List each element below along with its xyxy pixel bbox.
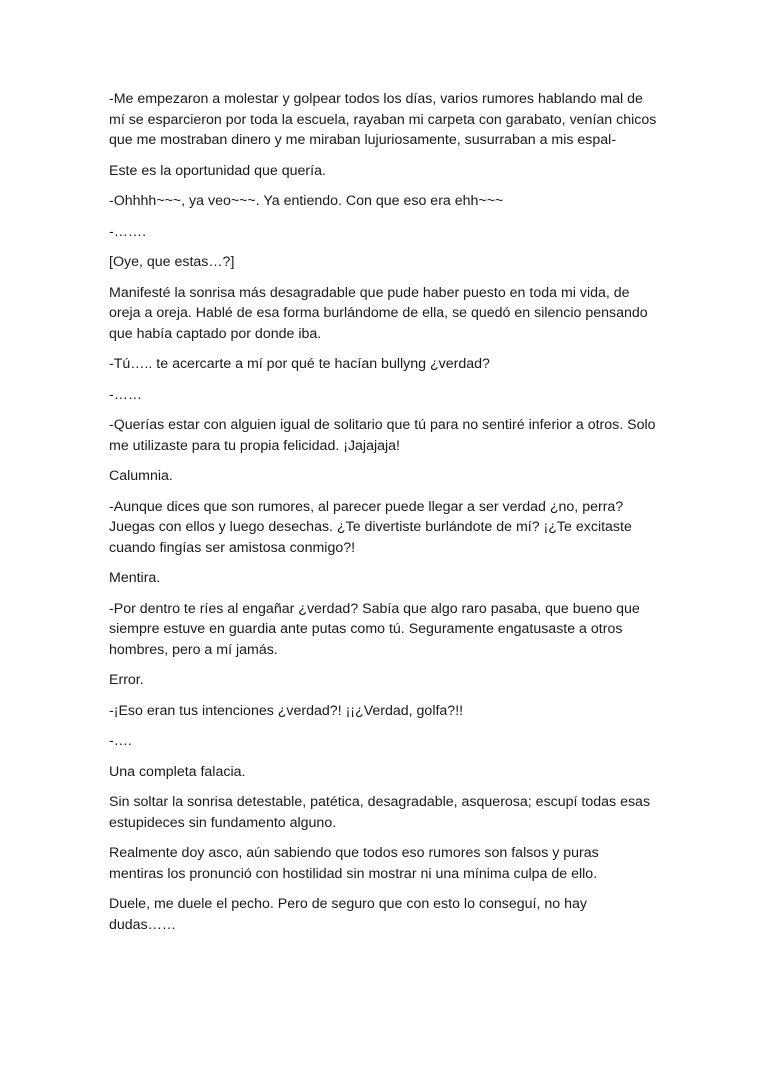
paragraph: -Por dentro te ríes al engañar ¿verdad? Sabía que algo raro pasaba, que bueno que siempre estuve en guardia ante putas como tú. Seguramente engatusaste a otros hombres, pero a mí jamás. <box>109 600 640 658</box>
paragraph: -Tú….. te acercarte a mí por qué te hacían bullyng ¿verdad? <box>109 356 490 372</box>
paragraph: -¡Eso eran tus intenciones ¿verdad?! ¡¡¿Verdad, golfa?!! <box>109 702 464 719</box>
paragraph: Una completa falacia. <box>109 763 246 780</box>
paragraph: -Querías estar con alguien igual de solitario que tú para no sentiré inferior a otros. Solo me utilizaste para tu propia felicidad. ¡Jajajaja! <box>109 417 656 454</box>
paragraph: [Oye, que estas…?] <box>109 254 235 270</box>
paragraph: Sin soltar la sonrisa detestable, patética, desagradable, asquerosa; escupí todas esas estupideces sin fundamento alguno. <box>109 794 651 831</box>
paragraph: -……. <box>109 223 147 240</box>
paragraph: -Me empezaron a molestar y golpear todos los días, varios rumores hablando mal de mí se esparcieron por toda la escuela, rayaban mi carpeta con garabato, venían chicos que me mostraban dinero y me miraban lujuriosamente, susurraban a mis espal- <box>109 91 657 148</box>
paragraph: -…. <box>109 733 132 749</box>
paragraph: Error. <box>109 672 144 688</box>
paragraph: -Aunque dices que son rumores, al parecer puede llegar a ser verdad ¿no, perra? Juegas con ellos y luego desechas. ¿Te divertiste burlándote de mí? ¡¿Te excitaste cuando fingías ser amistosa conmigo?! <box>109 498 632 556</box>
paragraph: Este es la oportunidad que quería. <box>109 162 326 179</box>
document-body <box>109 89 657 945</box>
paragraph: Duele, me duele el pecho. Pero de seguro que con esto lo conseguí, no hay dudas…… <box>109 896 587 933</box>
paragraph: Calumnia. <box>109 468 173 484</box>
paragraph: Mentira. <box>109 570 161 586</box>
paragraph: Realmente doy asco, aún sabiendo que todos eso rumores son falsos y puras mentiras los pronunció con hostilidad sin mostrar ni una mínima culpa de ello. <box>109 845 599 882</box>
paragraph: Manifesté la sonrisa más desagradable que pude haber puesto en toda mi vida, de oreja a oreja. Hablé de esa forma burlándome de ella, se quedó en silencio pensando que había captado por donde iba. <box>109 284 648 342</box>
paragraph: -Ohhhh~~~, ya veo~~~. Ya entiendo. Con que eso era ehh~~~ <box>109 193 504 209</box>
paragraph: -…… <box>109 386 143 403</box>
